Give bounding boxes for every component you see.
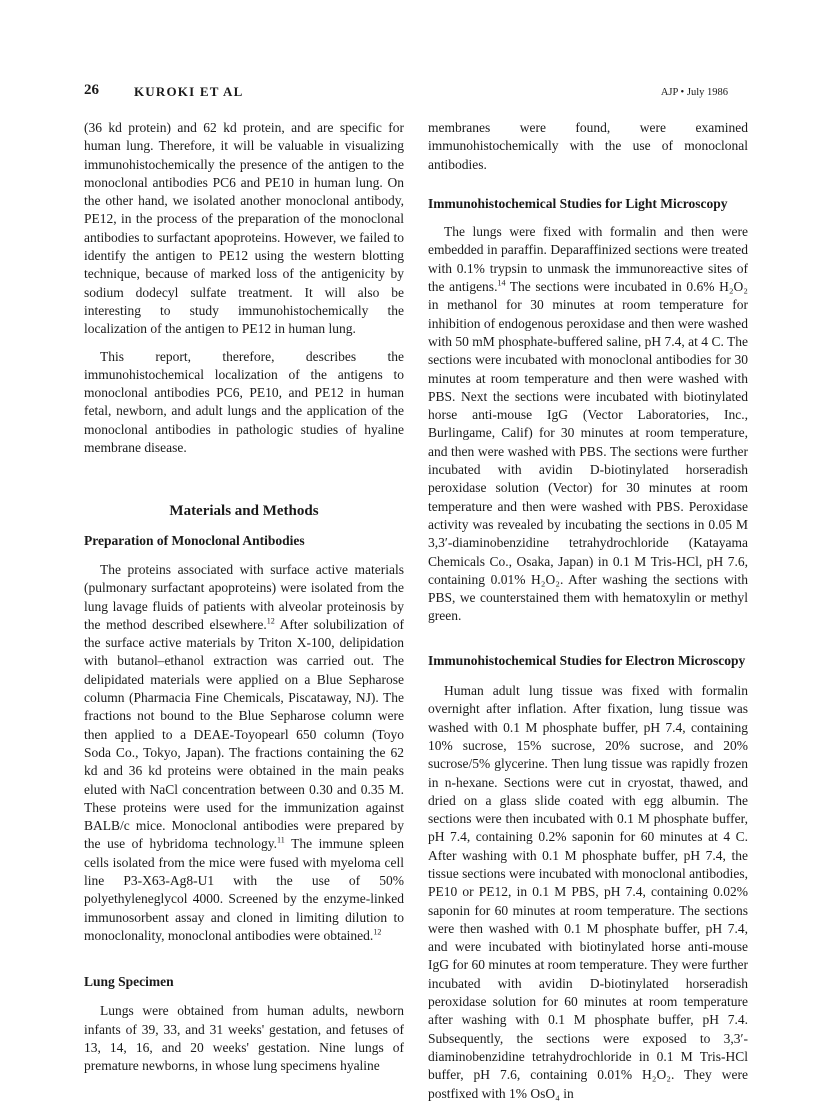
left-column (84, 119, 404, 1076)
running-head-authors: KUROKI ET AL (134, 84, 244, 99)
paragraph: membranes were found, were examined immunohistochemically with the use of monoclonal antibodies. (428, 120, 748, 172)
text-run: The sections were incubated in 0.6% H₂O₂ in methanol for 30 minutes at room temperature for inhibition of endogenous peroxidase and then were washed with 50 mM phosphate-buffered saline, pH 7.4, at 4 C. The sections were incubated with monoclonal antibodies for 30 minutes at room temperature and then were washed with PBS. Next the sections were incubated with biotinylated horse anti-mouse IgG (Vector Laboratories, Inc., Burlingame, Calif) for 30 minutes at room temperature, and then were washed with PBS. The sections were further incubated with avidin D-biotinylated horseradish peroxidase solution (Vector) for 30 minutes at room temperature and then were washed with PBS. Peroxidase activity was revealed by incubating the sections in 0.05 M 3,3′-diaminobenzidine tetrahydrochloride (Katayama Chemicals Co., Osaka, Japan) in 0.1 M Tris-HCl, pH 7.6, containing 0.01% H₂O₂. After washing the sections with PBS, we counterstained them with hematoxylin or methyl green. (428, 279, 749, 624)
section-title: Materials and Methods (169, 503, 319, 520)
subsection-title: Preparation of Monoclonal Antibodies (84, 532, 305, 548)
reference-marker: 14 (497, 278, 506, 288)
paragraph: (36 kd protein) and 62 kd protein, and are specific for human lung. Therefore, it will be valuable in visualizing immunohistochemically the presence of the antigen to the monoclonal antibodies PC6 and PE10 in human lung. On the other hand, we isolated another monoclonal antibody, PE12, in the process of the preparation of the monoclonal antibodies to surfactant apoproteins. However, we failed to identify the antigen to PE12 using the western blotting technique, because of marked loss of the antigenicity by sodium dodecyl sulfate treatment. It will also be interesting to study immunohistochemically the localization of the antigen to PE12 in human lung. (84, 120, 404, 337)
paragraph: This report, therefore, describes the immunohistochemical localization of the antigens to monoclonal antibodies PC6, PE10, and PE12 in human fetal, newborn, and adult lungs and the application of the monoclonal antibodies in pathologic studies of hyaline membrane disease. (84, 348, 404, 456)
paragraph: Lungs were obtained from human adults, newborn infants of 39, 33, and 31 weeks' gestation, and fetuses of 13, 14, 16, and 20 weeks' gestation. Nine lungs of premature newborns, in whose lung specimens hyaline (84, 1003, 404, 1074)
subsection-title: Immunohistochemical Studies for Electron Microscopy (428, 652, 746, 668)
paragraph (428, 223, 748, 626)
page-number: 26 (84, 82, 99, 98)
text-run: The proteins associated with surface active materials (pulmonary surfactant apoproteins) were isolated from the lung lavage fluids of patients with alveolar proteinosis by the method described elsewhere. (84, 561, 404, 632)
paragraph: Human adult lung tissue was fixed with formalin overnight after inflation. After fixation, lung tissue was washed with 0.1 M phosphate buffer, pH 7.4, containing 10% sucrose, 15% sucrose, 20% sucrose, and 20% sucrose/5% glycerine. Then lung tissue was rapidly frozen in n-hexane. Sections were cut in cryostat, thawed, and dried on a glass slide coated with egg albumin. The sections were then incubated with 0.1 M phosphate buffer, pH 7.4, containing 0.2% saponin for 60 minutes at 4 C. After washing with 0.1 M phosphate buffer, pH 7.4, the tissue sections were incubated with monoclonal antibodies, PE10 or PE12, in 0.1 M PBS, pH 7.4, containing 0.02% saponin for 60 minutes at room temperature. The sections were then washed with 0.1 M phosphate buffer, pH 7.4, and were incubated with biotinylated horse anti-mouse IgG for 60 minutes at room temperature. They were further incubated with avidin D-biotinylated horseradish peroxidase solution for 60 minutes at room temperature after washing with 0.1 M phosphate buffer, pH 7.4. Subsequently, the sections were exposed to 3,3′-diaminobenzidine tetrahydrochloride in 0.1 M Tris-HCl buffer, pH 7.6, containing 0.01% H₂O₂. They were postfixed with 1% OsO₄ in (428, 683, 748, 1101)
subsection-title: Lung Specimen (84, 974, 174, 990)
reference-marker: 12 (373, 927, 382, 937)
text-run: The immune spleen cells isolated from the mice were fused with myeloma cell line P3-X63-Ag8-U1 with the use of 50% polyethyleneglycol 4000. Screened by the enzyme-linked immunosorbent assay and cloned in limiting dilution to monoclonality, monoclonal antibodies were obtained. (84, 836, 404, 943)
running-head-journal: AJP • July 1986 (660, 87, 728, 98)
right-column (428, 119, 748, 1103)
reference-marker: 12 (266, 616, 275, 626)
subsection-title: Immunohistochemical Studies for Light Microscopy (428, 195, 728, 211)
paragraph (84, 561, 404, 945)
reference-marker: 11 (277, 835, 285, 845)
text-run: The lungs were fixed with formalin and then were embedded in paraffin. Deparaffinized sections were treated with 0.1% trypsin to unmask the immunoreactive sites of the antigens. (428, 224, 748, 295)
text-run: After solubilization of the surface active materials by Triton X-100, delipidation with butanol–ethanol extraction was carried out. The delipidated materials were applied on a Blue Sepharose column (Pharmacia Fine Chemicals, Piscataway, NJ). The fractions not bound to the Blue Sepharose column were then applied to a DEAE-Toyopearl 650 column (Toyo Soda Co., Tokyo, Japan). The fractions containing the 62 kd and 36 kd proteins were obtained in the main peaks eluted with NaCl concentration between 0.30 and 0.35 M. These proteins were used for the immunization against BALB/c mice. Monoclonal antibodies were prepared by the use of hybridoma technology. (84, 616, 404, 852)
